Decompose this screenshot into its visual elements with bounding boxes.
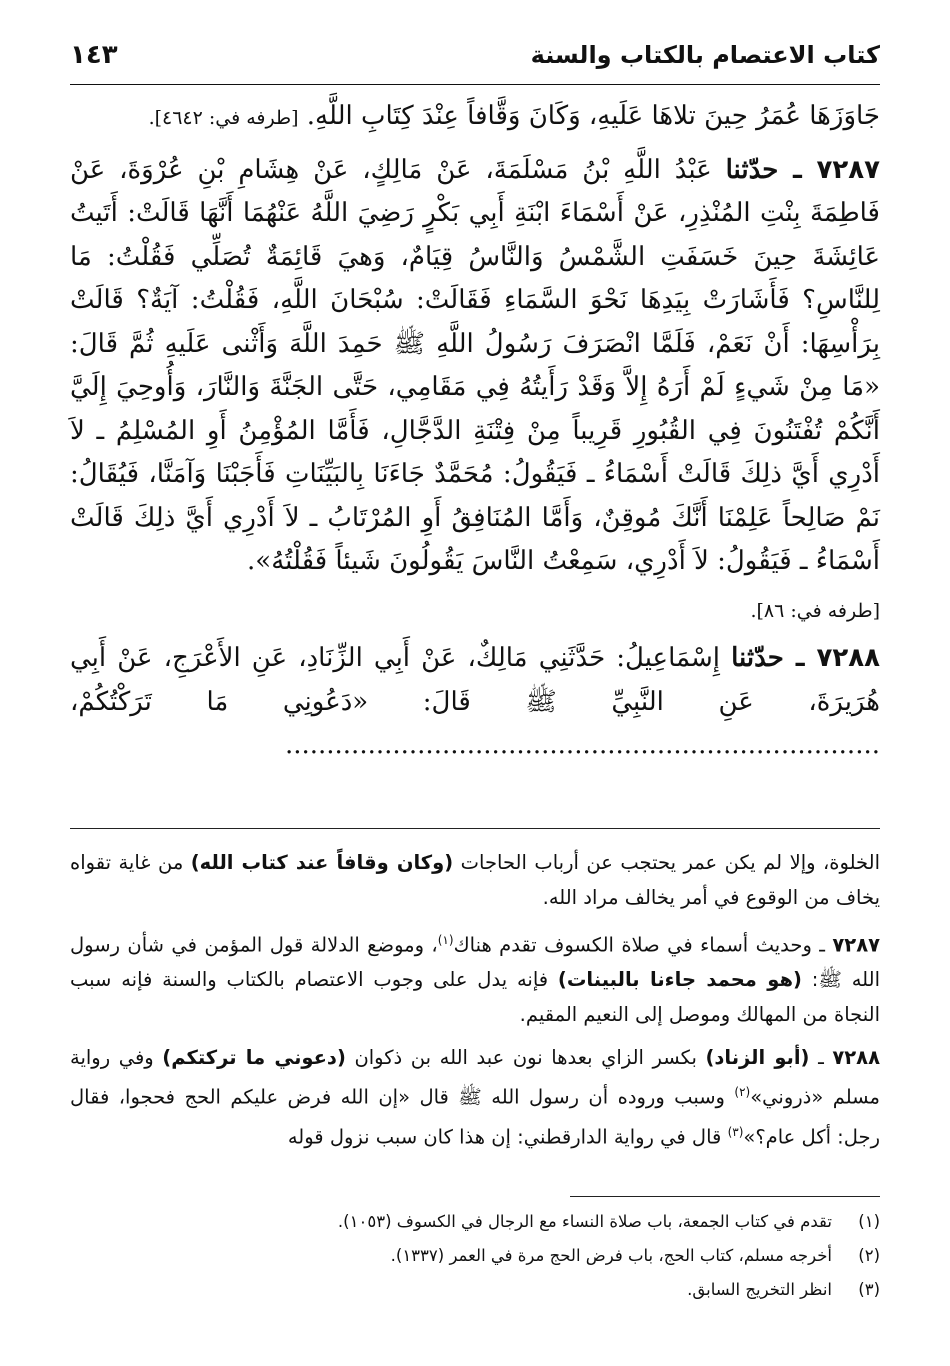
commentary-paragraph bbox=[70, 845, 880, 915]
hadith-7287 bbox=[70, 149, 880, 584]
continuation-text: جَاوَزَهَا عُمَرُ حِينَ تلاهَا عَلَيهِ، وَكَانَ وَقَّافاً عِنْدَ كِتَابِ اللَّهِ. bbox=[306, 101, 880, 131]
footnote-number: (٢) bbox=[858, 1246, 880, 1265]
book-title: كتاب الاعتصام بالكتاب والسنة bbox=[530, 41, 880, 69]
hadith-number: ٧٢٨٧ bbox=[816, 154, 880, 185]
commentary-divider bbox=[70, 828, 880, 829]
haddathana-label: حدّثنا bbox=[731, 643, 784, 673]
footnotes bbox=[70, 1205, 880, 1307]
footnote-number: (١) bbox=[858, 1212, 880, 1231]
continuation-dots: ........................................................................ bbox=[284, 730, 880, 760]
hadith-dash: ـ bbox=[778, 154, 817, 185]
commentary-text: فإنه يدل على وجوب الاعتصام بالكتاب والسنة فإنه سبب النجاة من المهالك وموصل إلى النعيم المقيم. bbox=[70, 968, 880, 1026]
commentary-text: من غاية تقواه يخاف من الوقوع في أمر يخالف مراد الله. bbox=[70, 850, 880, 909]
commentary-text: وفي رواية مسلم «ذروني» bbox=[70, 1046, 880, 1109]
hadith-body: إِسْمَاعِيلُ: حَدَّثَنِي مَالِكٌ، عَنْ أَبِي الزِّنَادِ، عَنِ الأَعْرَجِ، عَنْ أَبِي هُرَيرَةَ، عَنِ النَّبِيِّ ﷺ قَالَ: «دَعُونِي مَا تَرَكْتُكُمْ، bbox=[70, 643, 880, 717]
hadith-ref: [طرفه في: ٨٦]. bbox=[750, 599, 880, 622]
commentary-hadith-number: ٧٢٨٨ bbox=[832, 1046, 880, 1069]
hadith-dash: ـ bbox=[783, 643, 817, 673]
footnote-text: انظر التخريج السابق. bbox=[687, 1280, 832, 1299]
commentary-text: وسبب وروده أن رسول الله ﷺ قال «إن الله فرض عليكم الحج فحجوا، فقال رجل: أكل عام؟» bbox=[70, 1085, 880, 1148]
commentary-text: ـ bbox=[809, 1046, 833, 1069]
commentary-section bbox=[70, 845, 880, 1155]
continuation-ref: [طرفه في: ٤٦٤٢]. bbox=[148, 107, 299, 129]
commentary-quote: (وكان وقافاً عند كتاب الله) bbox=[190, 850, 454, 874]
hadith-7288 bbox=[70, 637, 880, 768]
page-number: ١٤٣ bbox=[70, 40, 118, 70]
commentary-text: الخلوة، وإلا لم يكن عمر يحتجب عن أرباب الحاجات bbox=[453, 850, 880, 874]
footnote-marker[interactable]: (١) bbox=[437, 932, 454, 947]
book-page bbox=[70, 40, 880, 1307]
commentary-quote: (دعوني ما تركتكم) bbox=[162, 1046, 346, 1069]
hadith-text bbox=[70, 95, 880, 768]
commentary-text: ، وموضع الدلالة قول المؤمن في شأن رسول الله ﷺ: bbox=[70, 933, 880, 991]
footnote-text: تقدم في كتاب الجمعة، باب صلاة النساء مع الرجال في الكسوف (١٠٥٣). bbox=[337, 1212, 832, 1231]
commentary-paragraph-7287 bbox=[70, 923, 880, 1033]
footnote-marker[interactable]: (٣) bbox=[727, 1124, 744, 1139]
hadith-number: ٧٢٨٨ bbox=[816, 643, 880, 673]
header-divider bbox=[70, 84, 880, 85]
commentary-quote: (أبو الزناد) bbox=[705, 1046, 810, 1069]
hadith-body: عَبْدُ اللَّهِ بْنُ مَسْلَمَةَ، عَنْ مَالِكٍ، عَنْ هِشَامِ بْنِ عُرْوَةَ، عَنْ فَاطِمَةَ بِنْتِ المُنْذِرِ، عَنْ أَسْمَاءَ ابْنَةِ أَبِي بَكْرٍ رَضِيَ اللَّهُ عَنْهُمَا أَنَّهَا قَالَتْ: أَتَيتُ عَائِشَةَ حِينَ خَسَفَتِ الشَّمْسُ وَالنَّاسُ قِيَامٌ، وَهيَ قَائِمَةٌ تُصَلِّي فَقُلْتُ: مَا لِلنَّاسِ؟ فَأَشَارَتْ بِيَدِهَا نَحْوَ السَّمَاءِ فَقَالَتْ: سُبْحَانَ اللَّهِ، فَقُلْتُ: آيَةٌ؟ قَالَتْ بِرَأْسِهَا: أَنْ نَعَمْ، فَلَمَّا انْصَرَفَ رَسُولُ اللَّهِ ﷺ حَمِدَ اللَّهَ وَأَثْنى عَلَيهِ ثُمَّ قَالَ: «مَا مِنْ شَيءٍ لَمْ أَرَهُ إِلاَّ وَقَدْ رَأَيتُهُ فِي مَقَامِي، حَتَّى الجَنَّةَ وَالنَّارَ، وَأُوحِيَ إِلَيَّ أَنَّكُمْ تُفْتَنُونَ فِي القُبُورِ قَرِيباً مِنْ فِتْنَةِ الدَّجَّالِ، فَأَمَّا المُؤْمِنُ أَوِ المُسْلِمُ ـ لاَ أَدْرِي أَيَّ ذلِكَ قَالَتْ أَسْمَاءُ ـ فَيَقُولُ: مُحَمَّدٌ جَاءَنَا بِالبَيِّنَاتِ فَأَجَبْنَا وَآمَنَّا، فَيُقَالُ: نَمْ صَالِحاً عَلِمْنَا أَنَّكَ مُوقِنٌ، وَأَمَّا المُنَافِقُ أَوِ المُرْتَابُ ـ لاَ أَدْرِي أَيَّ ذلِكَ قَالَتْ أَسْمَاءُ ـ فَيَقُولُ: لاَ أَدْرِي، سَمِعْتُ النَّاسَ يَقُولُونَ شَيئاً فَقُلْتُهُ». bbox=[70, 154, 880, 576]
footnote-item bbox=[70, 1205, 880, 1239]
hadith-7287-ref-line bbox=[70, 588, 880, 634]
footnote-text: أخرجه مسلم، كتاب الحج، باب فرض الحج مرة في العمر (١٣٣٧). bbox=[390, 1246, 832, 1265]
commentary-paragraph-7288 bbox=[70, 1040, 880, 1154]
footnote-number: (٣) bbox=[858, 1280, 880, 1299]
commentary-text: قال في رواية الدارقطني: إن هذا كان سبب نزول قوله bbox=[287, 1125, 728, 1148]
footnote-item bbox=[70, 1273, 880, 1307]
haddathana-label: حدّثنا bbox=[725, 154, 779, 185]
page-header bbox=[70, 40, 880, 84]
commentary-quote: (هو محمد جاءنا بالبينات) bbox=[557, 968, 802, 991]
commentary-text: ـ وحديث أسماء في صلاة الكسوف تقدم هناك bbox=[453, 933, 833, 956]
footnote-marker[interactable]: (٢) bbox=[734, 1085, 751, 1099]
footnote-divider bbox=[570, 1196, 880, 1197]
continuation-paragraph bbox=[70, 95, 880, 141]
footnote-item bbox=[70, 1239, 880, 1273]
commentary-hadith-number: ٧٢٨٧ bbox=[832, 933, 880, 956]
commentary-text: بكسر الزاي بعدها نون عبد الله بن ذكوان bbox=[345, 1046, 706, 1069]
